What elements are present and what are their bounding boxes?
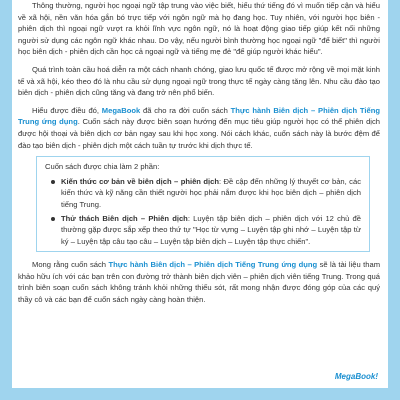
list-intro: Cuốn sách được chia làm 2 phần: bbox=[45, 162, 160, 172]
list-item-text bbox=[61, 176, 361, 211]
list-item-desc: : Luyện tập biên dịch – phiên dịch với 12 chủ đề thường gặp được sắp xếp theo thứ tự "Học từ vựng – Luyện tập ghi nhớ – Luyện tập từ ký – Luyện tập câu tạo câu – Luyện tập biên dịch – Luyện tập thực chiến". bbox=[61, 213, 361, 246]
bullet-icon bbox=[51, 180, 55, 184]
paragraph-3-text: đã cho ra đời cuốn sách bbox=[140, 105, 231, 115]
preface-body bbox=[18, 0, 380, 306]
paragraph-4 bbox=[18, 259, 380, 305]
brand-name: MegaBook bbox=[101, 105, 141, 115]
paragraph-3-text: Hiểu được điều đó, bbox=[32, 105, 102, 115]
paragraph-3 bbox=[18, 105, 380, 151]
paragraph-1: Thông thường, người học ngoại ngữ tập trung vào việc biết, hiểu thứ tiếng đó vì muốn tiếp cận và hiểu về xã hội, nền văn hóa gắn bó trực tiếp với ngôn ngữ mà họ đang học. Tuy nhiên, với người học biên - phiên dịch thì ngoại ngữ vượt ra khỏi lĩnh vực ngôn ngữ, nó là hoạt động giao tiếp giúp kết nối những người sử dụng các ngôn ngữ khác nhau. Do vậy, nếu người bình thường học ngoại ngữ "để biết" thì người học biên dịch - phiên dịch cần học cả ngoại ngữ và tiếng mẹ đẻ "để giúp người khác hiểu". bbox=[18, 1, 380, 57]
list-item bbox=[45, 213, 361, 248]
book-structure-box bbox=[36, 156, 370, 252]
list-item-desc: : Đề cập đến những lý thuyết cơ bản, các kiến thức và kỹ năng cần thiết người học phải nắm được khi học biên dịch – phiên dịch tiếng Trung. bbox=[61, 176, 361, 209]
paragraph-2: Quá trình toàn cầu hoá diễn ra một cách nhanh chóng, giao lưu quốc tế được mở rộng về mọi mặt kinh tế và xã hội, kéo theo đó là nhu cầu sử dụng ngoại ngữ trong thực tế ngày càng tăng lên. Nhu cầu đào tạo biên dịch - phiên dịch cũng tăng và đang trở nên phổ biến. bbox=[18, 64, 380, 98]
book-title: Thực hành Biên dịch – Phiên dịch Tiếng Trung ứng dụng bbox=[18, 105, 380, 127]
bullet-icon bbox=[51, 217, 55, 221]
paragraph-4-text: sẽ là tài liệu tham khảo hữu ích với các bạn trên con đường trở thành biên dịch viên – phiên dịch viên tiếng Trung. Trong quá trình biên soạn cuốn sách không tránh khỏi những thiếu sót, rất mong nhận được đóng góp của các quý thầy cô và các bạn để cuốn sách ngày càng hoàn thiện. bbox=[18, 260, 381, 305]
list-item-title: Thử thách Biên dịch – Phiên dịch bbox=[61, 213, 188, 223]
paragraph-3-text: . Cuốn sách này được biên soạn hướng đến mục tiêu giúp người học có thể phiên dịch được hội thoại và biên dịch cơ bản ngay sau khi học xong. Nói cách khác, cuốn sách này là bước đệm để đào tạo biên dịch - phiên dịch một cách tuần tự trước khi dịch thực tế. bbox=[18, 117, 381, 150]
paragraph-4-text: Mong rằng cuốn sách bbox=[32, 260, 109, 270]
list-item-title: Kiến thức cơ bản về biên dịch – phiên dịch bbox=[61, 176, 219, 186]
list-item-text bbox=[61, 213, 361, 248]
book-title: Thực hành Biên dịch – Phiên dịch Tiếng Trung ứng dụng bbox=[108, 260, 318, 270]
list-item bbox=[45, 176, 361, 211]
signature: MegaBook! bbox=[334, 372, 378, 381]
